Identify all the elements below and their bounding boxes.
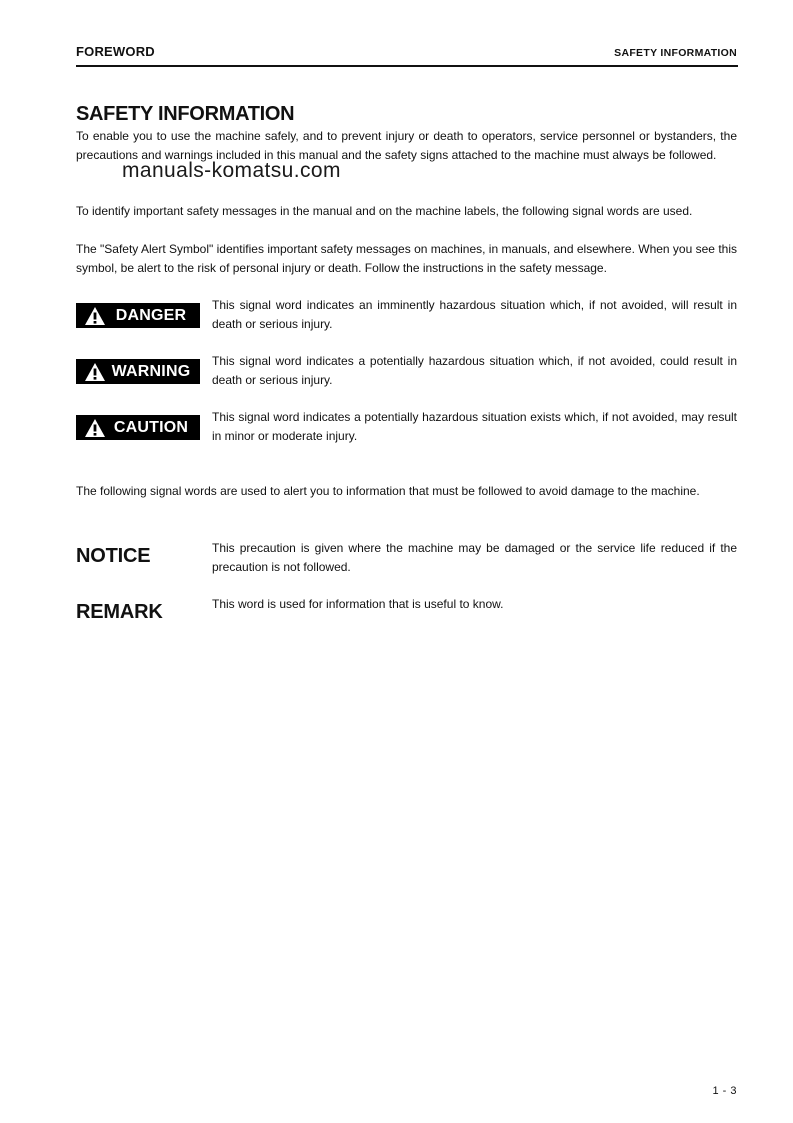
warning-badge [76, 359, 200, 384]
danger-description: This signal word indicates an imminently hazardous situation which, if not avoided, will result in death or serious injury. [212, 298, 737, 331]
remark-description: This word is used for information that is useful to know. [212, 597, 504, 611]
info-word-notice [76, 539, 737, 579]
watermark: manuals-komatsu.com [122, 159, 341, 182]
danger-badge [76, 303, 200, 328]
remark-label: REMARK [76, 601, 163, 623]
signal-word-warning [76, 352, 737, 392]
caution-badge [76, 415, 200, 440]
caution-description: This signal word indicates a potentially hazardous situation exists which, if not avoided, may result in minor or moderate injury. [212, 410, 737, 443]
page-title: SAFETY INFORMATION [76, 103, 295, 125]
caution-label: CAUTION [113, 418, 189, 436]
intro-paragraph: To enable you to use the machine safely, and to prevent injury or death to operators, service personnel or bystanders, the precautions and warnings included in this manual and the safety signs attached to the machine must always be followed. [76, 129, 737, 162]
warning-description: This signal word indicates a potentially hazardous situation which, if not avoided, could result in death or serious injury. [212, 354, 737, 387]
machine-damage-intro-paragraph: The following signal words are used to alert you to information that must be followed to avoid damage to the machine. [76, 484, 700, 498]
signal-word-danger [76, 296, 737, 336]
warning-triangle-icon [84, 306, 106, 326]
notice-label: NOTICE [76, 545, 151, 567]
warning-triangle-icon [84, 418, 106, 438]
safety-alert-symbol-paragraph: The "Safety Alert Symbol" identifies important safety messages on machines, in manuals, and elsewhere. When you see this symbol, be alert to the risk of personal injury or death. Follow the instructions in the safety message. [76, 242, 737, 275]
header-section-title: FOREWORD [76, 44, 155, 59]
danger-label: DANGER [115, 306, 187, 324]
warning-triangle-icon [84, 362, 106, 382]
notice-description: This precaution is given where the machine may be damaged or the service life reduced if the precaution is not followed. [212, 541, 737, 574]
warning-label: WARNING [111, 362, 191, 380]
page-number: 1 - 3 [712, 1085, 737, 1097]
signal-words-intro-paragraph: To identify important safety messages in the manual and on the machine labels, the following signal words are used. [76, 204, 693, 218]
header-chapter-title: SAFETY INFORMATION [614, 47, 737, 59]
signal-word-caution [76, 408, 737, 448]
info-word-remark [76, 595, 737, 635]
header-divider [76, 65, 738, 67]
